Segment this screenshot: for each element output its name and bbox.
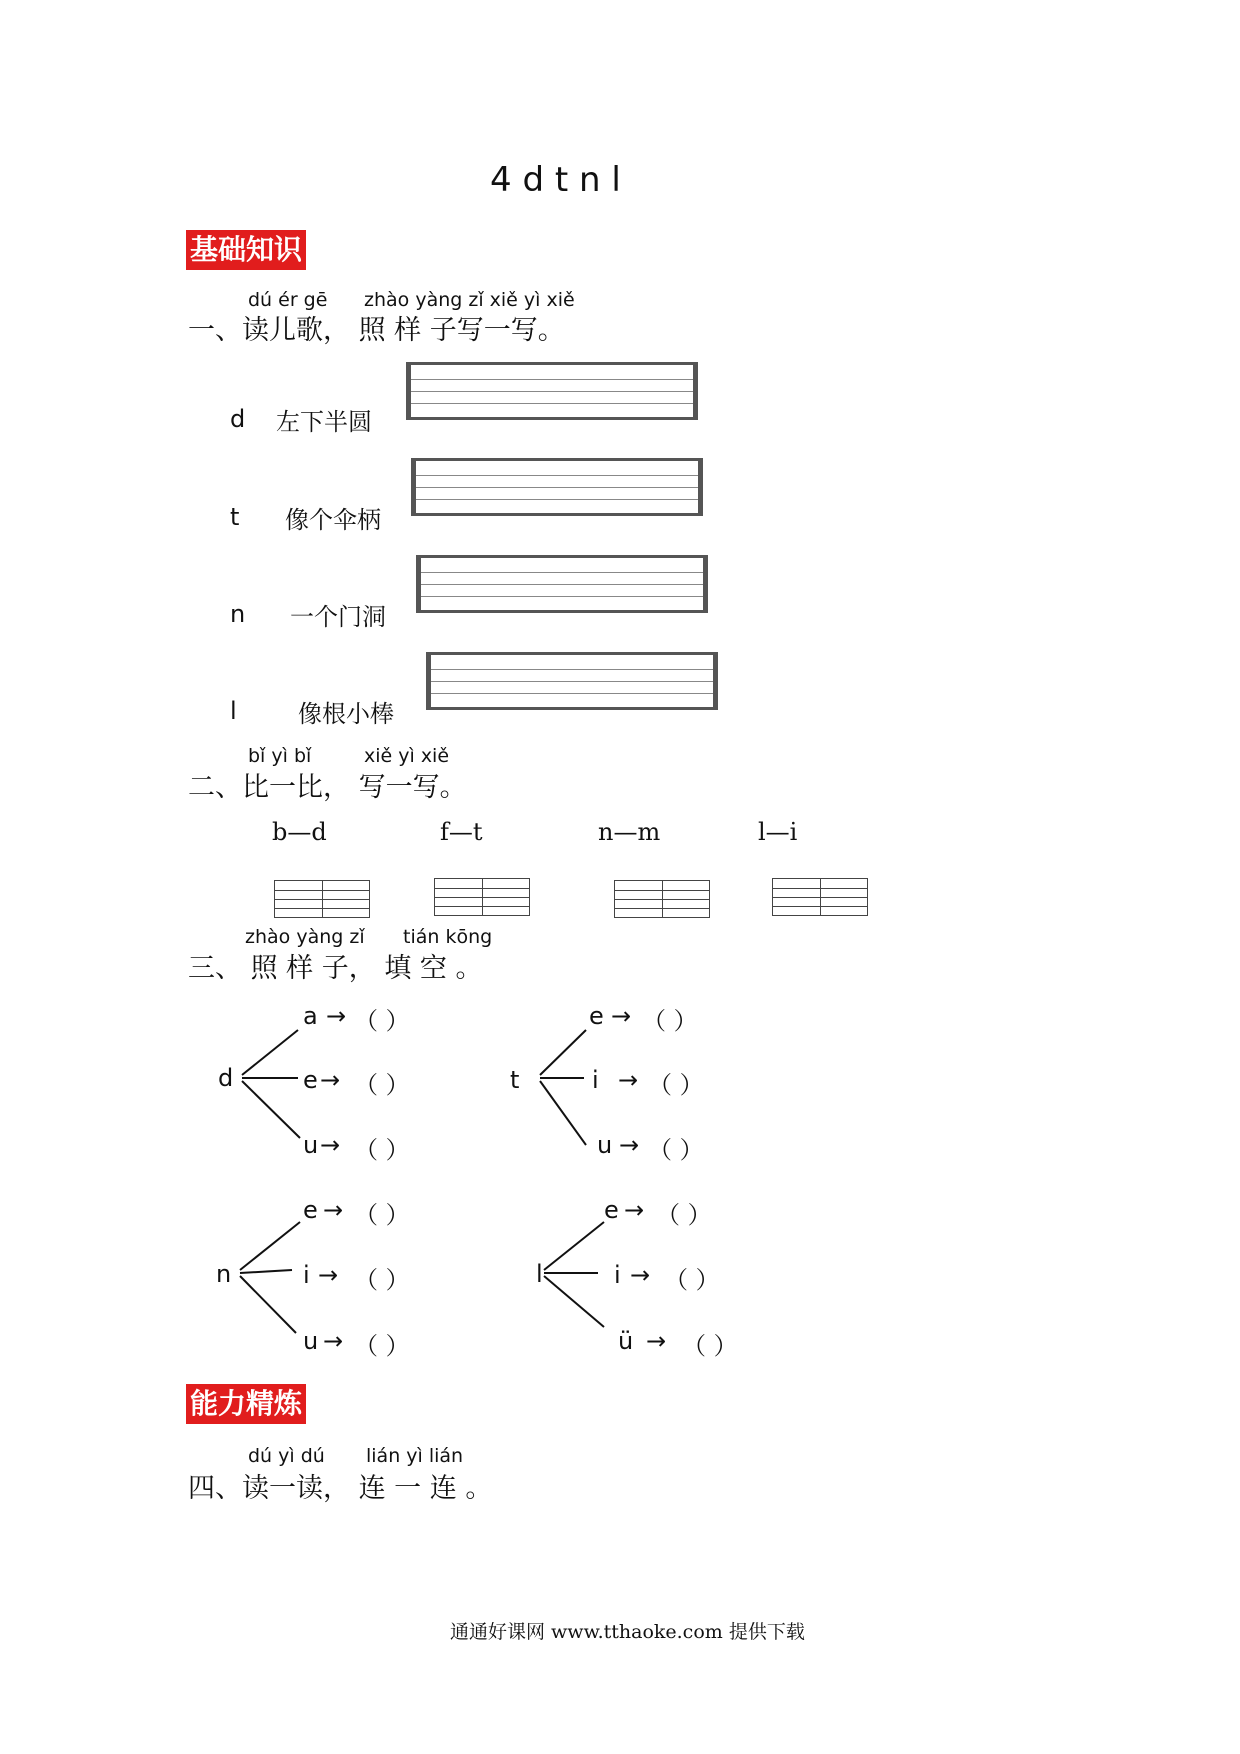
q3-final-t-u: u [597, 1131, 613, 1159]
arrow-icon: → [619, 1131, 640, 1159]
q3-prompt: 三、 照 样 子， 填 空 。 [188, 953, 483, 984]
page-title: 4 d t n l [490, 160, 621, 200]
arrow-icon: → [320, 1131, 341, 1159]
q3-root-n: n [216, 1260, 232, 1288]
q3-final-n-e: e [303, 1196, 318, 1224]
q3-blank-t-e[interactable]: （ ） [642, 1007, 698, 1035]
q3-blank-t-u[interactable]: （ ） [648, 1136, 704, 1164]
q4-prompt: 四、读一读， 连 一 连 。 [188, 1473, 493, 1504]
q3-final-l-u: ü [618, 1327, 634, 1355]
q3-root-d: d [218, 1064, 234, 1092]
q1-pinyin-a: dú ér gē [248, 289, 328, 311]
q3-blank-d-a[interactable]: （ ） [354, 1007, 410, 1035]
arrow-icon: → [624, 1196, 645, 1224]
q1-letter-d: d [230, 405, 246, 433]
q4-pinyin-a: dú yì dú [248, 1445, 325, 1467]
arrow-icon: → [646, 1327, 667, 1355]
q2-pair-ft: f—t [440, 818, 483, 846]
q3-blank-n-e[interactable]: （ ） [354, 1201, 410, 1229]
arrow-icon: → [611, 1002, 632, 1030]
q3-final-t-i: i [592, 1066, 599, 1094]
q3-root-l: l [536, 1260, 543, 1288]
q3-final-n-u: u [303, 1327, 319, 1355]
q2-pair-bd: b—d [272, 818, 327, 846]
q1-rhyme-t: 像个伞柄 [285, 506, 381, 534]
section-tag-ability: 能力精炼 [186, 1384, 306, 1424]
arrow-icon: → [318, 1261, 339, 1289]
q3-final-d-a: a [303, 1002, 318, 1030]
q1-pinyin-b: zhào yàng zǐ xiě yì xiě [364, 289, 575, 311]
q3-blank-n-u[interactable]: （ ） [354, 1332, 410, 1360]
q3-pinyin-b: tián kōng [403, 926, 493, 948]
q3-blank-d-e[interactable]: （ ） [354, 1071, 410, 1099]
arrow-icon: → [326, 1002, 347, 1030]
q4-pinyin-b: lián yì lián [366, 1445, 464, 1467]
section-tag-basic: 基础知识 [186, 230, 306, 270]
q2-prompt: 二、比一比， 写一写。 [188, 772, 467, 803]
q3-final-n-i: i [303, 1261, 310, 1289]
arrow-icon: → [320, 1066, 341, 1094]
q3-pinyin-a: zhào yàng zǐ [245, 926, 365, 948]
q1-letter-n: n [230, 600, 246, 628]
q3-blank-l-e[interactable]: （ ） [656, 1201, 712, 1229]
footer-credit: 通通好课网 www.tthaoke.com 提供下载 [450, 1621, 805, 1643]
arrow-icon: → [323, 1196, 344, 1224]
q2-pair-nm: n—m [598, 818, 661, 846]
q3-final-d-e: e [303, 1066, 318, 1094]
q3-blank-t-i[interactable]: （ ） [648, 1071, 704, 1099]
q3-blank-l-u[interactable]: （ ） [682, 1332, 738, 1360]
arrow-icon: → [323, 1327, 344, 1355]
q1-rhyme-l: 像根小棒 [298, 700, 394, 728]
q3-blank-n-i[interactable]: （ ） [354, 1266, 410, 1294]
q1-letter-l: l [230, 697, 237, 725]
q2-pair-li: l—i [758, 818, 798, 846]
q2-pinyin-b: xiě yì xiě [364, 745, 450, 767]
q1-letter-t: t [230, 503, 240, 531]
q3-final-d-u: u [303, 1131, 319, 1159]
q3-final-l-e: e [604, 1196, 619, 1224]
arrow-icon: → [618, 1066, 639, 1094]
q1-rhyme-n: 一个门洞 [290, 603, 386, 631]
q1-prompt: 一、读儿歌， 照 样 子写一写。 [188, 315, 565, 346]
q2-pinyin-a: bǐ yì bǐ [248, 745, 312, 767]
q3-blank-l-i[interactable]: （ ） [664, 1266, 720, 1294]
q3-blank-d-u[interactable]: （ ） [354, 1136, 410, 1164]
q1-rhyme-d: 左下半圆 [276, 408, 372, 436]
q3-root-t: t [510, 1066, 520, 1094]
q3-final-t-e: e [589, 1002, 604, 1030]
arrow-icon: → [630, 1261, 651, 1289]
q3-final-l-i: i [614, 1261, 621, 1289]
